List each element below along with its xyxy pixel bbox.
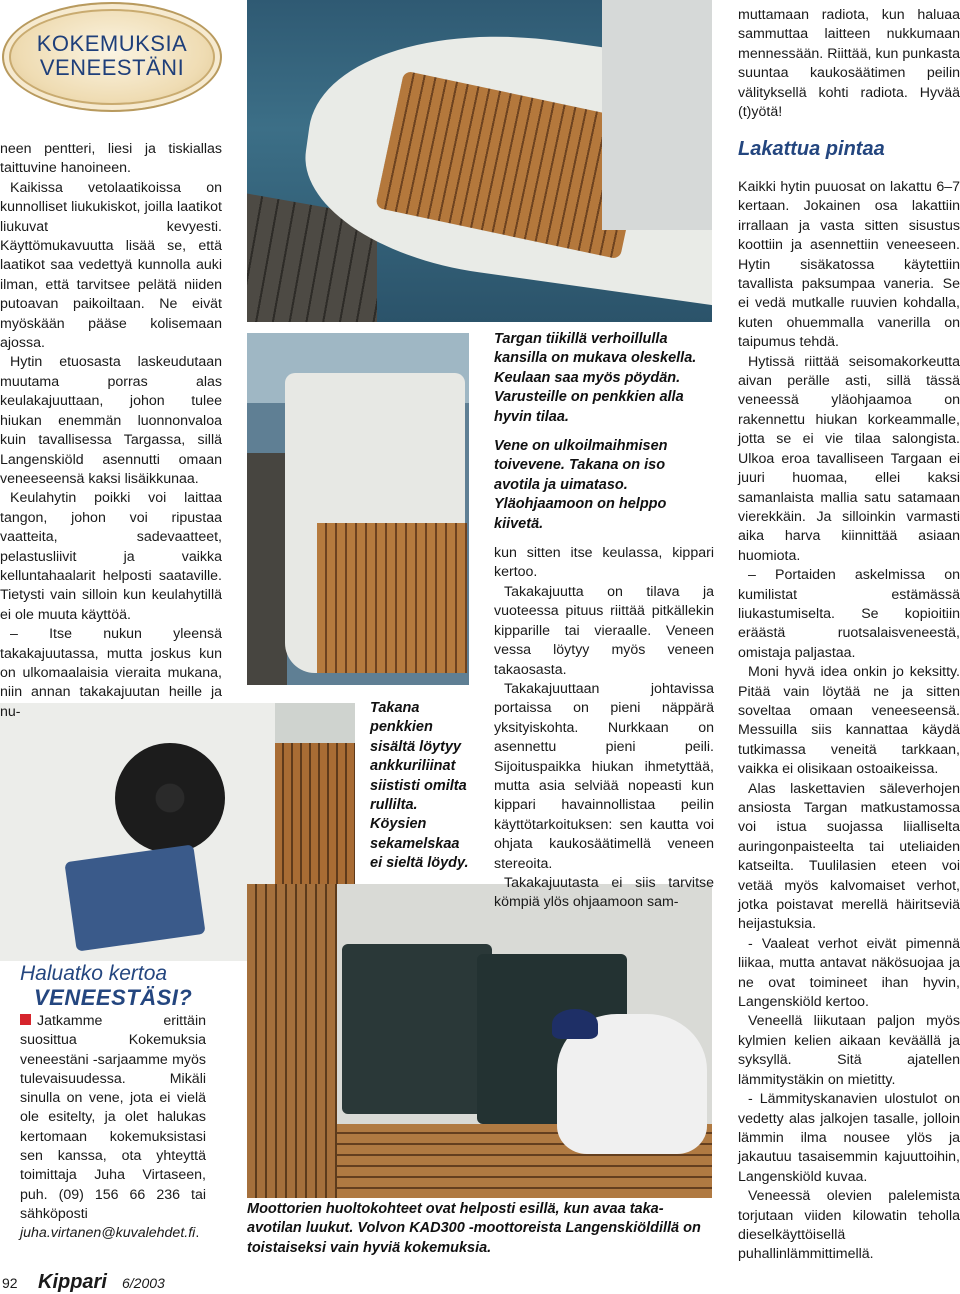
photo-engine-room	[247, 884, 712, 1198]
bullet-square-icon	[20, 1014, 31, 1025]
caption-anchor-reel: Takana penkkien sisältä löytyy ankkuriliinat siististi omilta rullilta. Köysien sekamelskaa ei sieltä löydy.	[370, 700, 469, 872]
box-heading-2: VENEESTÄSI?	[34, 985, 193, 1010]
col4-paragraph-2: Hytissä riittää seisomakorkeutta aivan perälle asti, sillä tässä veneessä yläohjaamoa on rakennettu hiukan korkeammalle, jotta se ei vie tilaa salongista. Ulkoa eroa tavalliseen Targaan ei juuri huomaa, ellei kaksi samanlaista mallia satu satamaan vierekkäin. Ja silloinkin varmasti aika harva kiinnittää asiaan huomiota.	[738, 353, 960, 564]
col1-paragraph-4: Keulahytin poikki voi laittaa tangon, johon voi ripustaa vaatteita, sadevaatteet, pelastusliivit ja vaikka kelluntahaalarit helposti saataville. Tietysti vain silloin kun keulahytillä ei ole muuta käyttöä.	[0, 490, 222, 623]
page-number: 92	[2, 1275, 18, 1291]
caption-engine-room: Moottorien huoltokohteet ovat helposti esillä, kun avaa taka-avotilan luukut. Volvon KAD300 -moottoreista Langenskiöldillä on toistaiseksi vain hyviä kokemuksia.	[247, 1201, 701, 1256]
box-heading-1: Haluatko kertoa	[20, 962, 168, 985]
photo-boat-deck	[247, 0, 712, 322]
col4-paragraph-6: - Vaaleat verhot eivät pimennä liikaa, mutta antavat näkösuojaa ja ne ovat toimineet ihan hyvin, Langenskiöld kertoo.	[738, 935, 960, 1011]
col3-paragraph-4: Takakajuutasta ei siis tarvitse kömpiä ylös ohjaamoon sam-	[494, 874, 714, 911]
photo-boat-stern	[247, 333, 469, 685]
col4-paragraph-8: - Lämmityskanavien ulostulot on vedetty alas jalkojen tasalle, jolloin lämmin ilma nousee ylös ja jakautuu tasaisemmin kajuuttoihin, Langenskiöld kuvaa.	[738, 1091, 960, 1185]
box-email-link[interactable]: juha.virtanen@kuvalehdet.fi	[20, 1225, 196, 1242]
col4-paragraph-9: Veneessä olevien palelemista torjutaan viiden kilowatin teholla dieselkäyttöisellä puhallinlämmittimellä.	[738, 1188, 960, 1263]
column-3	[494, 330, 714, 913]
col3-paragraph-3: Takakajuuttaan johtavissa portaissa on pieni näppärä yksityiskohta. Nurkkaan on asennettu pieni peili. Sijoituspaikka hiukan ihmetyttää, mutta asia selviää nopeasti kun kippari havainnollistaa peilin käyttötarkoituksen: sen kautta voi ohjata kaukosäätimellä veneen stereoita.	[494, 680, 714, 872]
column-1	[0, 140, 222, 722]
col1-paragraph-5: – Itse nukun yleensä takakajuutassa, mutta joskus kun on ulkomaalaisia vieraita mukana, niin annan takakajuutan heille ja nu-	[0, 626, 222, 720]
column-4-top	[738, 6, 960, 122]
box-body: Jatkamme erittäin suosittua Kokemuksia veneestäni -sarjaamme myös tulevaisuudessa. Mikäli sinulla on vene, jota ei vielä ole esitelty, ja olet halukas kertomaan kokemuksistasi sen kanssa, ota yhteyttä toimittaja Juha Virtaseen, puh. (09) 156 66 236 tai sähköposti juha.virtanen@kuvalehdet.fi.	[20, 1013, 206, 1242]
badge-line-2: VENEESTÄNI	[39, 55, 185, 80]
col4-paragraph-4: Moni hyvä idea onkin jo keksitty. Pitää vain löytää ne ja sitten soveltaa omaan veneeseensä. Messuilla siis kannattaa käydä tutkimassa veneitä tarkkaan, vaikka ei olisikaan ostoaikeissa.	[738, 664, 960, 778]
magazine-logo: Kippari	[38, 1271, 107, 1293]
col1-paragraph-2: Kaikissa vetolaatikoissa on kunnolliset liukukiskot, joilla laatikot liukuvat kevyesti. Käyttömukavuutta lisää se, että laatikot saa vedettyä kunnolla auki ilman, että tarvitsee pelätä niiden putoavan paikoiltaan. Ne eivät myöskään pääse kolisemaan ajossa.	[0, 179, 222, 352]
col4-paragraph-3: – Portaiden askelmissa on kumilistat estämässä liukastumiselta. Se kopioitiin eräästä ruotsalaisveneestä, omistaja paljastaa.	[738, 567, 960, 661]
col4-paragraph-0: muttamaan radiota, kun haluaa sammuttaa laitteen nukkumaan mennessään. Riittää, kun punkasta suuntaa kaukosäätimen peilin välityksellä kohti radiota. Hyvää (t)yötä!	[738, 7, 960, 121]
box-text: Jatkamme erittäin suosittua Kokemuksia veneestäni -sarjaamme myös tulevaisuudessa. Mikäli sinulla on vene, jota ei vielä ole esitelty, ja olet halukas kertomaan kokemuksistasi sen kanssa, ota yhteyttä toimittaja Juha Virtaseen, puh. (09) 156 66 236 tai sähköposti	[20, 1013, 206, 1222]
caption-outdoor: Vene on ulkoilmaihmisen toivevene. Takana on iso avotila ja uimataso. Yläohjaamoon on helppo kiivetä.	[494, 438, 668, 532]
badge-text	[4, 32, 220, 80]
section-heading-lakattua: Lakattua pintaa	[738, 138, 885, 160]
col3-paragraph-2: Takakajuutta on tilava ja vuoteessa pituus riittää pitkällekin kipparille tai vieraalle. Veneen vessa löytyy myös veneen takaosasta.	[494, 583, 714, 678]
column-4	[738, 178, 960, 1265]
col3-paragraph-1: kun sitten itse keulassa, kippari kertoo.	[494, 545, 714, 581]
col4-paragraph-1: Kaikki hytin puuosat on lakattu 6–7 kertaan. Jokainen osa lakattiin irrallaan ja vasta sitten sisustus koottiin ja asennettiin veneeseen. Hytin sisäkatossa käytettiin tavallista paksumpaa vaneria. Se ei vedä mutkalle ruuvien kohdalla, kuten ohuemmalla vanerilla on taipumus tehdä.	[738, 179, 960, 351]
col4-paragraph-5: Alas laskettavien säleverhojen ansiosta Targan matkustamossa voi istua suojassa liialliselta auringonpaisteelta tai uteliaiden katseilta. Tuulilasien eteen voi vetää myös kalvomaiset verhot, jotka poistavat merellä häiritseviä heijastuksia.	[738, 780, 960, 933]
col1-paragraph-3: Hytin etuosasta laskeudutaan muutama porras alas keulakajuuttaan, johon tulee hiukan enemmän luonnonvaloa kuin tavallisessa Targassa, sillä Langenskiöld asennutti omaan veneeseensä kaksi lisäikkunaa.	[0, 354, 222, 487]
badge-line-1: KOKEMUKSIA	[36, 31, 188, 56]
caption-deck: Targan tiikillä verhoillulla kansilla on mukava oleskella. Keulaan saa myös pöydän. Varusteille on penkkien alla hyvin tilaa.	[494, 331, 697, 425]
issue-number: 6/2003	[122, 1275, 165, 1291]
col4-paragraph-7: Veneellä liikutaan paljon myös kylmien kelien aikaan keväällä ja syksyllä. Sitä ajatellen lämmitystäkin on mietitty.	[738, 1013, 960, 1088]
col1-paragraph-1: neen pentteri, liesi ja tiskiallas taittuvine hanoineen.	[0, 141, 222, 177]
section-badge	[2, 2, 222, 112]
